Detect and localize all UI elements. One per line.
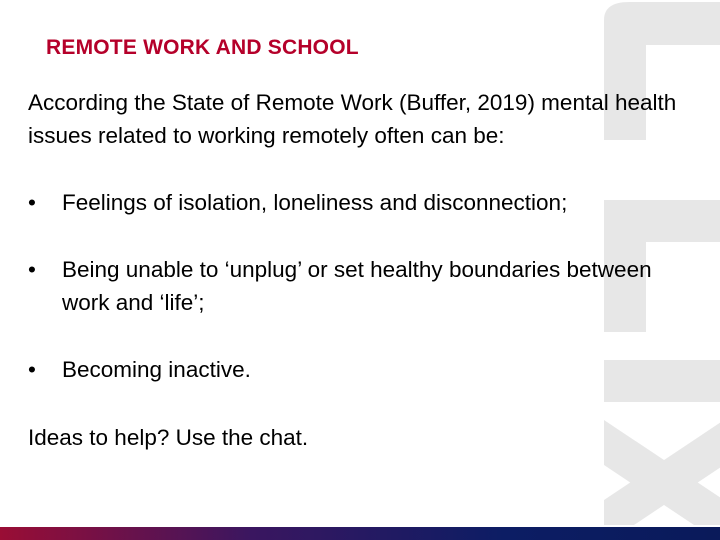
list-item xyxy=(28,186,678,219)
bullet-icon: • xyxy=(28,257,36,282)
bullet-icon: • xyxy=(28,190,36,215)
footer-gradient-bar xyxy=(0,527,720,540)
slide-title: REMOTE WORK AND SCHOOL xyxy=(46,36,359,59)
bullet-list xyxy=(28,186,678,386)
closing-text: Ideas to help? Use the chat. xyxy=(28,425,309,450)
bullet-icon: • xyxy=(28,357,36,382)
bullet-text: Becoming inactive. xyxy=(62,357,251,382)
list-item xyxy=(28,253,678,319)
bullet-text: Being unable to ‘unplug’ or set healthy boundaries between work and ‘life’; xyxy=(62,257,652,315)
list-item xyxy=(28,353,678,386)
bullet-text: Feelings of isolation, loneliness and disconnection; xyxy=(62,190,568,215)
intro-paragraph: According the State of Remote Work (Buffer, 2019) mental health issues related to working remotely often can be: xyxy=(28,90,677,148)
